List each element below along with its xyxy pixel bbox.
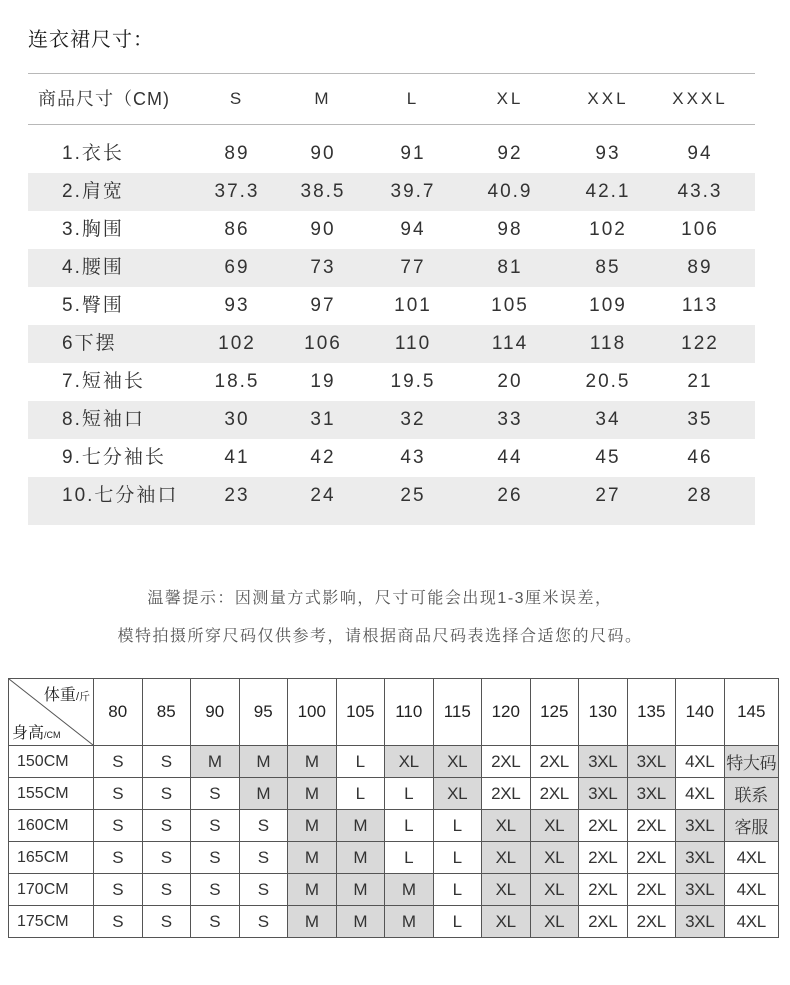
- recommended-size-cell: S: [191, 778, 240, 810]
- recommended-size-cell: L: [385, 842, 434, 874]
- weight-column-header: 110: [385, 679, 434, 746]
- recommended-size-cell: L: [385, 778, 434, 810]
- weight-column-header: 135: [627, 679, 676, 746]
- size-value: 43: [400, 447, 426, 468]
- size-value: 85: [595, 257, 621, 278]
- size-value: 20.5: [585, 371, 631, 392]
- size-column-header: XXL: [587, 89, 629, 108]
- recommended-size-cell: S: [191, 874, 240, 906]
- recommended-size-cell: L: [433, 842, 482, 874]
- recommended-size-cell: 2XL: [627, 810, 676, 842]
- recommended-size-cell: 3XL: [676, 810, 725, 842]
- size-row: [28, 173, 755, 211]
- recommended-size-cell: S: [94, 810, 143, 842]
- size-value: 89: [224, 143, 250, 164]
- recommended-size-cell: 联系: [724, 778, 779, 810]
- recommended-size-cell: S: [191, 906, 240, 938]
- weight-column-header: 90: [191, 679, 240, 746]
- recommended-size-cell: 2XL: [579, 906, 628, 938]
- size-value: 97: [310, 295, 336, 316]
- height-row-label: 160CM: [9, 810, 94, 842]
- recommended-size-cell: M: [239, 778, 288, 810]
- size-value: 81: [497, 257, 523, 278]
- recommended-size-cell: M: [336, 842, 385, 874]
- size-row: [28, 211, 755, 249]
- size-value: 93: [224, 295, 250, 316]
- size-table-header: [28, 73, 755, 125]
- recommended-size-cell: S: [191, 810, 240, 842]
- size-value: 43.3: [677, 181, 723, 202]
- recommended-size-cell: 3XL: [627, 778, 676, 810]
- recommended-size-cell: L: [433, 906, 482, 938]
- recommended-size-cell: S: [94, 842, 143, 874]
- recommended-size-cell: S: [94, 906, 143, 938]
- size-value: 106: [681, 219, 719, 240]
- recommended-size-cell: S: [142, 874, 191, 906]
- recommended-size-cell: 2XL: [530, 778, 579, 810]
- weight-axis-label: [44, 682, 90, 705]
- recommended-size-cell: XL: [482, 810, 531, 842]
- fit-table-body: [9, 746, 779, 938]
- size-row-label: 4.腰围: [62, 257, 124, 278]
- recommended-size-cell: XL: [530, 842, 579, 874]
- recommended-size-cell: 4XL: [724, 906, 779, 938]
- size-column-header: L: [406, 89, 420, 108]
- recommended-size-cell: 3XL: [676, 874, 725, 906]
- size-value: 90: [310, 219, 336, 240]
- recommended-size-cell: S: [191, 842, 240, 874]
- recommended-size-cell: S: [142, 842, 191, 874]
- recommended-size-cell: M: [288, 810, 337, 842]
- size-value: 106: [304, 333, 342, 354]
- recommended-size-cell: 4XL: [676, 778, 725, 810]
- weight-column-header: 120: [482, 679, 531, 746]
- weight-header-row: [9, 679, 779, 746]
- recommended-size-cell: M: [385, 874, 434, 906]
- size-value: 23: [224, 485, 250, 506]
- recommended-size-cell: 2XL: [530, 746, 579, 778]
- size-value: 27: [595, 485, 621, 506]
- recommended-size-cell: XL: [433, 746, 482, 778]
- fit-row: [9, 906, 779, 938]
- recommended-size-cell: 4XL: [724, 842, 779, 874]
- size-value: 114: [491, 333, 529, 354]
- size-row: [28, 401, 755, 439]
- size-value: 35: [687, 409, 713, 430]
- size-value: 28: [687, 485, 713, 506]
- size-row: [28, 135, 755, 173]
- size-row: [28, 363, 755, 401]
- size-value: 40.9: [487, 181, 533, 202]
- recommended-size-cell: 3XL: [676, 842, 725, 874]
- size-table-body: [28, 125, 755, 525]
- size-table-header-label: 商品尺寸（CM): [38, 89, 170, 109]
- recommended-size-cell: 2XL: [579, 810, 628, 842]
- size-row-label: 3.胸围: [62, 219, 124, 240]
- weight-column-header: 105: [336, 679, 385, 746]
- size-column-header: XL: [496, 89, 524, 108]
- size-column-header: XXXL: [672, 89, 728, 108]
- size-value: 105: [491, 295, 529, 316]
- recommended-size-cell: XL: [530, 906, 579, 938]
- size-value: 24: [310, 485, 336, 506]
- size-value: 90: [310, 143, 336, 164]
- recommended-size-cell: M: [288, 906, 337, 938]
- size-value: 101: [394, 295, 432, 316]
- weight-column-header: 115: [433, 679, 482, 746]
- recommended-size-cell: M: [385, 906, 434, 938]
- fit-row: [9, 778, 779, 810]
- recommended-size-cell: S: [94, 778, 143, 810]
- size-column-header: M: [314, 89, 332, 108]
- recommended-size-cell: XL: [530, 874, 579, 906]
- size-value: 94: [400, 219, 426, 240]
- recommended-size-cell: 2XL: [579, 842, 628, 874]
- recommended-size-cell: M: [336, 906, 385, 938]
- height-label: 身高: [12, 725, 45, 742]
- size-row-label: 2.肩宽: [62, 181, 124, 202]
- recommended-size-cell: M: [288, 778, 337, 810]
- size-value: 19: [310, 371, 336, 392]
- fit-row: [9, 746, 779, 778]
- recommended-size-cell: S: [142, 906, 191, 938]
- recommended-size-cell: S: [142, 746, 191, 778]
- size-row-label: 10.七分袖口: [62, 485, 179, 506]
- size-value: 113: [681, 295, 719, 316]
- weight-column-header: 130: [579, 679, 628, 746]
- size-value: 102: [218, 333, 256, 354]
- recommended-size-cell: L: [385, 810, 434, 842]
- recommended-size-cell: 3XL: [676, 906, 725, 938]
- recommended-size-cell: XL: [385, 746, 434, 778]
- recommended-size-cell: 2XL: [627, 874, 676, 906]
- size-column-header: S: [229, 89, 245, 108]
- height-row-label: 175CM: [9, 906, 94, 938]
- recommended-size-cell: 特大码: [724, 746, 779, 778]
- size-value: 34: [595, 409, 621, 430]
- size-value: 25: [400, 485, 426, 506]
- size-value: 98: [497, 219, 523, 240]
- recommended-size-cell: S: [94, 874, 143, 906]
- fit-row: [9, 842, 779, 874]
- recommended-size-cell: L: [336, 778, 385, 810]
- size-value: 38.5: [300, 181, 346, 202]
- size-value: 19.5: [390, 371, 436, 392]
- size-row: [28, 249, 755, 287]
- size-value: 30: [224, 409, 250, 430]
- height-row-label: 155CM: [9, 778, 94, 810]
- recommended-size-cell: 3XL: [579, 778, 628, 810]
- size-value: 42: [310, 447, 336, 468]
- size-value: 69: [224, 257, 250, 278]
- recommended-size-cell: 3XL: [627, 746, 676, 778]
- weight-column-header: 85: [142, 679, 191, 746]
- recommended-size-cell: S: [94, 746, 143, 778]
- size-value: 37.3: [214, 181, 260, 202]
- recommended-size-cell: M: [191, 746, 240, 778]
- recommended-size-cell: 2XL: [482, 778, 531, 810]
- recommended-size-cell: L: [336, 746, 385, 778]
- size-value: 102: [589, 219, 627, 240]
- recommended-size-cell: 4XL: [724, 874, 779, 906]
- height-unit: /CM: [44, 730, 61, 740]
- size-value: 42.1: [585, 181, 631, 202]
- size-value: 46: [687, 447, 713, 468]
- size-row: [28, 477, 755, 525]
- size-value: 39.7: [390, 181, 436, 202]
- size-value: 31: [310, 409, 336, 430]
- fit-row: [9, 810, 779, 842]
- recommended-size-cell: S: [239, 906, 288, 938]
- size-value: 91: [400, 143, 426, 164]
- recommended-size-cell: S: [142, 778, 191, 810]
- recommended-size-cell: 2XL: [627, 842, 676, 874]
- size-value: 93: [595, 143, 621, 164]
- recommended-size-cell: XL: [482, 874, 531, 906]
- recommended-size-cell: M: [336, 874, 385, 906]
- recommended-size-cell: L: [433, 810, 482, 842]
- recommended-size-cell: 2XL: [627, 906, 676, 938]
- recommended-size-cell: 3XL: [579, 746, 628, 778]
- recommended-size-cell: S: [239, 874, 288, 906]
- weight-column-header: 125: [530, 679, 579, 746]
- recommended-size-cell: S: [142, 810, 191, 842]
- size-value: 18.5: [214, 371, 260, 392]
- recommended-size-cell: XL: [482, 906, 531, 938]
- recommended-size-cell: 客服: [724, 810, 779, 842]
- size-value: 110: [394, 333, 432, 354]
- tip-measurement-error: 温馨提示：因测量方式影响，尺寸可能会出现1-3厘米误差，: [147, 590, 613, 607]
- height-weight-size-table: [8, 678, 779, 938]
- recommended-size-cell: S: [239, 842, 288, 874]
- size-value: 32: [400, 409, 426, 430]
- weight-label: 体重: [43, 687, 76, 704]
- size-value: 33: [497, 409, 523, 430]
- size-value: 86: [224, 219, 250, 240]
- size-row-label: 7.短袖长: [62, 371, 145, 392]
- weight-column-header: 80: [94, 679, 143, 746]
- size-row: [28, 287, 755, 325]
- garment-size-table: [28, 73, 755, 525]
- recommended-size-cell: 2XL: [482, 746, 531, 778]
- recommended-size-cell: L: [433, 874, 482, 906]
- recommended-size-cell: M: [288, 746, 337, 778]
- size-row: [28, 439, 755, 477]
- size-value: 20: [497, 371, 523, 392]
- height-row-label: 170CM: [9, 874, 94, 906]
- size-row: [28, 325, 755, 363]
- recommended-size-cell: S: [239, 810, 288, 842]
- size-value: 44: [497, 447, 523, 468]
- size-value: 94: [687, 143, 713, 164]
- tip-model-reference: 模特拍摄所穿尺码仅供参考，请根据商品尺码表选择合适您的尺码。: [117, 628, 643, 645]
- recommended-size-cell: 2XL: [579, 874, 628, 906]
- weight-column-header: 140: [676, 679, 725, 746]
- recommended-size-cell: M: [239, 746, 288, 778]
- recommended-size-cell: XL: [433, 778, 482, 810]
- recommended-size-cell: XL: [482, 842, 531, 874]
- size-row-label: 5.臀围: [62, 295, 124, 316]
- recommended-size-cell: M: [336, 810, 385, 842]
- size-value: 21: [687, 371, 713, 392]
- size-value: 109: [589, 295, 627, 316]
- corner-cell: [9, 679, 94, 746]
- size-value: 73: [310, 257, 336, 278]
- size-value: 89: [687, 257, 713, 278]
- recommended-size-cell: XL: [530, 810, 579, 842]
- size-value: 77: [400, 257, 426, 278]
- recommended-size-cell: M: [288, 842, 337, 874]
- size-value: 45: [595, 447, 621, 468]
- size-row-label: 1.衣长: [62, 143, 124, 164]
- recommended-size-cell: M: [288, 874, 337, 906]
- weight-column-header: 95: [239, 679, 288, 746]
- size-row-label: 6下摆: [62, 333, 117, 354]
- height-row-label: 165CM: [9, 842, 94, 874]
- fit-row: [9, 874, 779, 906]
- height-row-label: 150CM: [9, 746, 94, 778]
- size-value: 26: [497, 485, 523, 506]
- weight-unit: /斤: [75, 691, 90, 703]
- size-row-label: 9.七分袖长: [62, 447, 166, 468]
- weight-column-header: 145: [724, 679, 779, 746]
- height-axis-label: [12, 720, 61, 743]
- size-value: 118: [589, 333, 627, 354]
- size-value: 122: [681, 333, 719, 354]
- size-row-label: 8.短袖口: [62, 409, 145, 430]
- recommended-size-cell: 4XL: [676, 746, 725, 778]
- page-title: 连衣裙尺寸：: [28, 29, 154, 51]
- size-value: 41: [224, 447, 250, 468]
- weight-column-header: 100: [288, 679, 337, 746]
- size-value: 92: [497, 143, 523, 164]
